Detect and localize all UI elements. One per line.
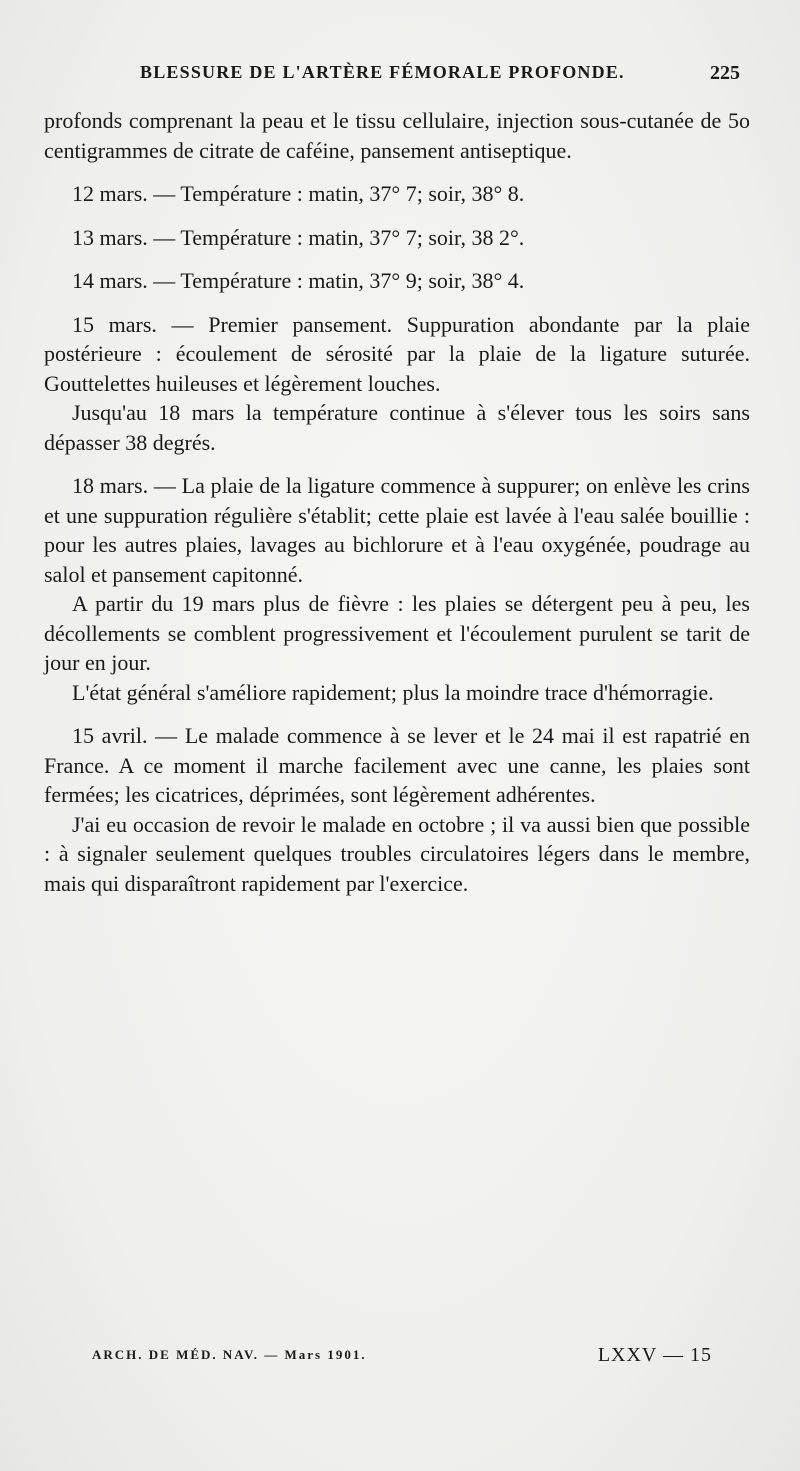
paragraph-october: J'ai eu occasion de revoir le malade en octobre ; il va aussi bien que possible : à signaler seulement quelques troubles circulatoires légers dans le membre, mais qui disparaîtront rapidement par l'exercice.: [44, 811, 750, 896]
entry-13-mars: 13 mars. — Température : matin, 37° 7; soir, 38 2°.: [72, 224, 525, 250]
paragraph-temperature: Jusqu'au 18 mars la température continue à s'élever tous les soirs sans dépasser 38 degrés.: [44, 400, 750, 455]
paragraph-general-state: L'état général s'améliore rapidement; plus la moindre trace d'hémorragie.: [72, 679, 714, 705]
volume-signature: LXXV — 15: [597, 1344, 712, 1366]
body-text: [44, 106, 750, 898]
entry-15-mars: 15 mars. — Premier pansement. Suppuration abondante par la plaie postérieure : écoulement de sérosité par la plaie de la ligature suturée. Gouttelettes huileuses et légèrement louches.: [44, 311, 750, 396]
entry-18-mars: 18 mars. — La plaie de la ligature commence à suppurer; on enlève les crins et une suppuration régulière s'établit; cette plaie est lavée à l'eau salée bouillie : pour les autres plaies, lavages au bichlorure et à l'eau oxygénée, poudrage au salol et pansement capitonné.: [44, 473, 750, 587]
entry-12-mars: 12 mars. — Température : matin, 37° 7; soir, 38° 8.: [72, 181, 525, 206]
entry-15-avril: 15 avril. — Le malade commence à se lever et le 24 mai il est rapatrié en France. A ce moment il marche facilement avec une canne, les plaies sont fermées; les cicatrices, déprimées, sont légèrement adhérentes.: [44, 723, 750, 807]
page-header: [80, 62, 740, 92]
journal-citation: ARCH. DE MÉD. NAV. — Mars 1901.: [92, 1347, 367, 1362]
running-title: BLESSURE DE L'ARTÈRE FÉMORALE PROFONDE.: [140, 62, 625, 82]
entry-14-mars: 14 mars. — Température : matin, 37° 9; soir, 38° 4.: [72, 268, 525, 293]
paragraph-continuation: profonds comprenant la peau et le tissu cellulaire, injection sous-cutanée de 5o centigrammes de citrate de caféine, pansement antiseptique.: [44, 108, 750, 163]
page-footer: [92, 1344, 712, 1372]
paragraph-fever: A partir du 19 mars plus de fièvre : les plaies se détergent peu à peu, les décollements se comblent progressivement et l'écoulement purulent se tarit de jour en jour.: [44, 591, 750, 675]
page-number: 225: [710, 62, 740, 84]
